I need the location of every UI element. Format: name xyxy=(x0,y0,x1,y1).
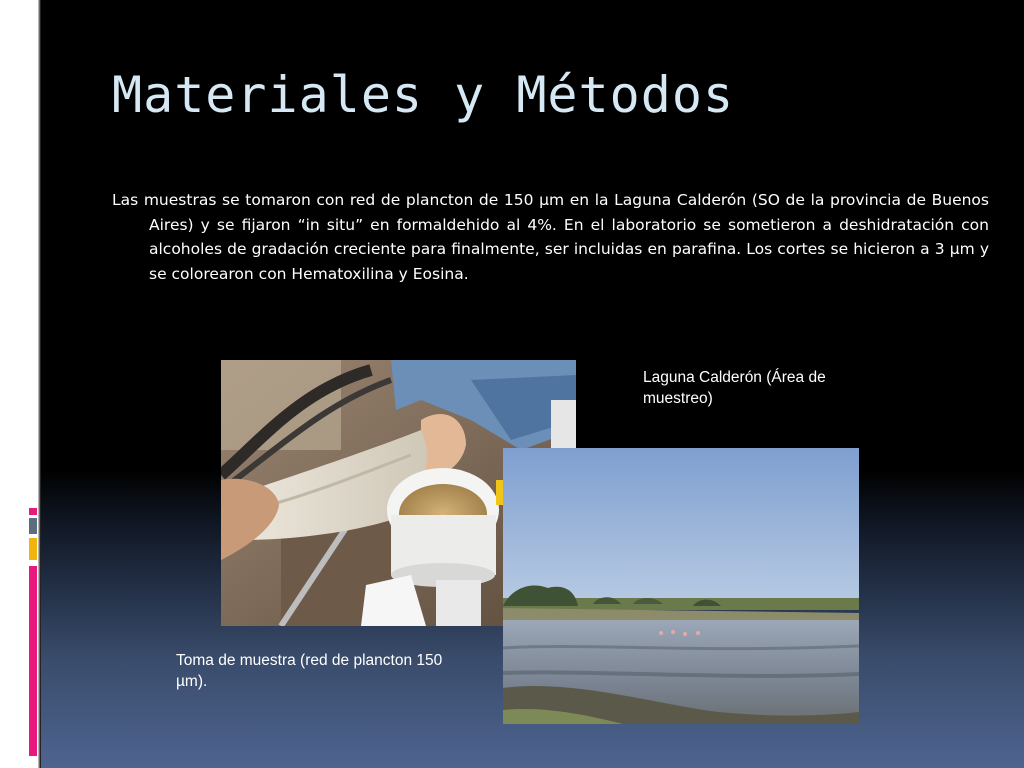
methods-paragraph: Las muestras se tomaron con red de plancton de 150 µm en la Laguna Calderón (SO de la provincia de Buenos Aires) y se fijaron “in situ” en formaldehido al 4%. En el laboratorio se sometieron a deshidratación con alcoholes de gradación creciente para finalmente, ser incluidas en parafina. Los cortes se hicieron a 3 µm y se colorearon con Hematoxilina y Eosina. xyxy=(112,191,989,283)
accent-bar-gold xyxy=(29,538,37,560)
accent-bar-pink-long xyxy=(29,566,37,756)
accent-bar-gray xyxy=(29,518,37,534)
slide-title: Materiales y Métodos xyxy=(112,66,735,124)
left-strip-shadow xyxy=(38,0,41,768)
lagoon-photo-illustration xyxy=(503,448,859,724)
lagoon-caption: Laguna Calderón (Área de muestreo) xyxy=(643,369,826,407)
lagoon-photo xyxy=(503,448,859,724)
sampling-caption: Toma de muestra (red de plancton 150 µm). xyxy=(176,652,443,690)
accent-bar-pink-top xyxy=(29,508,37,515)
